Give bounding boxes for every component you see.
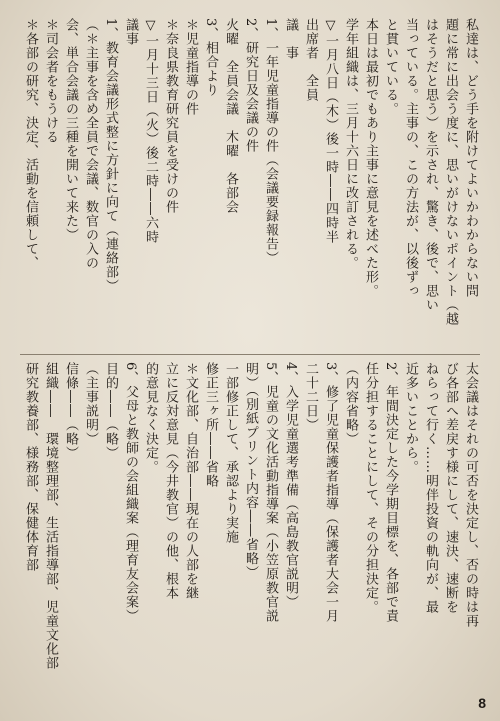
text-column: 議 事 <box>283 18 298 60</box>
text-column: 会、単合会議の三種を開いて来た） <box>63 18 78 242</box>
text-column: 出席者 全員 <box>303 18 318 102</box>
text-column: 当っている。主事の、この方法が、以後ずっ <box>403 18 418 298</box>
bottom-text-block <box>20 362 480 682</box>
text-column: 1、教育会議形式整に方針に向て（連絡部） <box>103 18 118 294</box>
text-column: （＊主事を含め全員で会議、数官の入の <box>83 18 98 270</box>
text-column: 二十二日） <box>303 362 318 432</box>
text-column: 学年組織は、三月十六日に改訂される。 <box>343 18 358 270</box>
text-column: 信條――（略） <box>63 362 78 460</box>
text-column: 3、相合より <box>203 18 218 98</box>
text-column: 任分担することにして、その分担決定。 <box>363 362 378 614</box>
text-column: 本日は最初でもあり主事に意見を述べた形。 <box>363 18 378 298</box>
page-number: 8 <box>478 695 486 711</box>
text-column: （内容省略） <box>343 362 358 446</box>
text-column: 立に反対意見（今井教官）の他、根本 <box>163 362 178 600</box>
text-column: 議事 <box>123 18 138 46</box>
text-column: 目的――（略） <box>103 362 118 460</box>
text-column: 近多いことから。 <box>403 362 418 474</box>
top-text-block <box>20 18 480 348</box>
section-divider <box>20 354 480 355</box>
text-column: 組織―― 環境整理部、生活指導部、児童文化部 <box>43 362 58 670</box>
text-column: （主事説明） <box>83 362 98 446</box>
text-column: ＊各部の研究、決定、活動を信頼して、 <box>23 18 38 270</box>
text-column: 2、研究日及会議の件 <box>243 18 258 154</box>
text-column: 明）（別紙プリント内容――省略） <box>243 362 258 580</box>
text-column: 的意見なく決定。 <box>143 362 158 474</box>
text-column: ねらって行く……明伴投資の軌向が、最 <box>423 362 438 614</box>
text-column: 6、父母と教師の会組織案（理育友会案） <box>123 362 138 624</box>
text-column: ＊文化部、自治部――現在の人部を継 <box>183 362 198 600</box>
text-column: ▽一月八日（木）後一時――四時半 <box>323 18 338 244</box>
text-column: ＊奈良県教育研究員を受けの件 <box>163 18 178 214</box>
text-column: 修正三ヶ所――省略 <box>203 362 218 488</box>
text-column: 3、修了児童保護者指導（保護者大会一月 <box>323 362 338 624</box>
text-column: 題に常に出会う度に、思いがけないポイント（越 <box>443 18 458 326</box>
text-column: び各部へ差戻す様にして、速決、速断を <box>443 362 458 614</box>
text-column: 私達は、どう手を附けてよいかわからない問 <box>463 18 478 298</box>
text-column: ＊児童指導の件 <box>183 18 198 116</box>
text-column: と貫いている。 <box>383 18 398 116</box>
text-column: ＊司会者をもうける <box>43 18 58 144</box>
text-column: はそうだと思う）を示され、驚き、後で、思い <box>423 18 438 312</box>
text-column: 4、入学児童選考準備（高島教官説明） <box>283 362 298 610</box>
text-column: 5、児童の文化活動指導案（小笠原教官説 <box>263 362 278 624</box>
text-column: 一部修正して、承認より実施 <box>223 362 238 544</box>
text-column: ▽一月十三日（火）後二時――六時 <box>143 18 158 244</box>
text-column: 1、一年児童指導の件（会議要録報告） <box>263 18 278 266</box>
text-column: 太会議はそれの可否を決定し、否の時は再 <box>463 362 478 628</box>
text-column: 研究教養部、様務部、保健体育部 <box>23 362 38 572</box>
text-column: 火曜 全員会議 木曜 各部会 <box>223 18 238 214</box>
text-column: 2、年間決定した今学期目標を、各部で責 <box>383 362 398 624</box>
